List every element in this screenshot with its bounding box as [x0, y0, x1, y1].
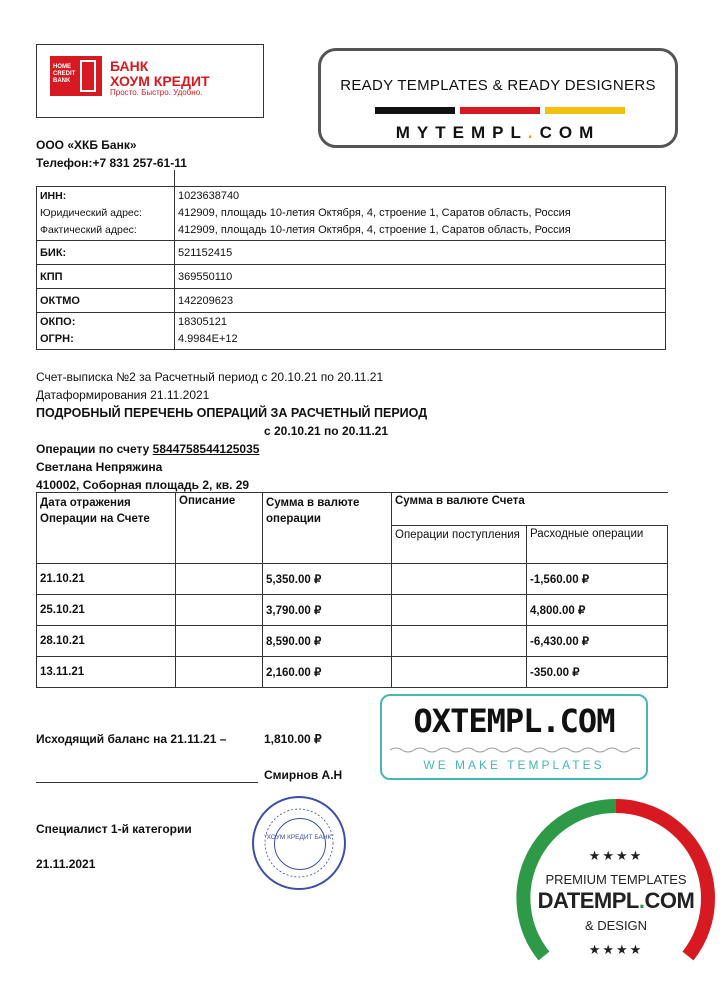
requisites-labels-cell	[37, 187, 175, 241]
legal-address-value: 412909, площадь 10-летия Октября, 4, строение 1, Саратов область, Россия	[178, 207, 571, 219]
row-description	[176, 657, 263, 688]
bank-logo-mark	[50, 56, 102, 96]
oktmo-value: 142209623	[175, 289, 666, 313]
seal-text: "ХОУМ КРЕДИТ БАНК"	[264, 834, 334, 841]
footer-date: 21.11.2021	[36, 857, 96, 871]
okpo-label: ОКПО:	[40, 316, 76, 328]
watermark-oxtempl	[380, 694, 648, 780]
wave-icon	[390, 746, 640, 754]
requisites-table	[36, 186, 666, 350]
row-outgoing: -6,430.00 ₽	[527, 626, 668, 657]
legal-address-label: Юридический адрес:	[40, 207, 142, 219]
kpp-label: КПП	[37, 265, 175, 289]
bank-logo-title	[110, 59, 210, 89]
header-outgoing: Расходные операции	[527, 526, 668, 564]
ogrn-value: 4.9984E+12	[178, 333, 238, 345]
actual-address-value: 412909, площадь 10-летия Октября, 4, строение 1, Саратов область, Россия	[178, 224, 571, 236]
watermark-mytempl-line2: MYTEMPL.COM	[395, 123, 601, 142]
row-description	[176, 626, 263, 657]
watermark-datempl-badge	[514, 796, 718, 1000]
account-line: Операции по счету 5844758544125035	[36, 442, 260, 456]
account-number: 5844758544125035	[152, 442, 260, 456]
balance-label: Исходящий баланс на 21.11.21 –	[36, 732, 227, 746]
table-row	[37, 657, 668, 688]
table-row	[37, 564, 668, 595]
operations-table	[36, 492, 668, 688]
bik-value: 521152415	[175, 241, 666, 265]
signer-name: Смирнов А.Н	[264, 768, 343, 782]
bank-logo-small-text: HOME CREDIT BANK	[53, 64, 76, 84]
requisites-values-cell	[175, 187, 666, 241]
header-sum-account: Сумма в валюте Счета	[392, 493, 668, 526]
table-row	[37, 595, 668, 626]
table-row	[37, 626, 668, 657]
row-outgoing: 4,800.00 ₽	[527, 595, 668, 626]
row-description	[176, 564, 263, 595]
watermark-oxtempl-title: OXTEMPL.COM	[413, 702, 615, 740]
row-outgoing: -1,560.00 ₽	[527, 564, 668, 595]
watermark-bar-yellow	[545, 107, 625, 114]
statement-date: Датаформирования 21.11.2021	[36, 388, 210, 402]
row-amount: 8,590.00 ₽	[263, 626, 392, 657]
header-date: Дата отражения Операции на Счете	[37, 493, 176, 564]
statement-heading: ПОДРОБНЫЙ ПЕРЕЧЕНЬ ОПЕРАЦИЙ ЗА РАСЧЕТНЫЙ ПЕРИОД	[36, 406, 428, 420]
bank-phone: Телефон:+7 831 257-61-11	[36, 156, 187, 170]
watermark-mytempl	[318, 48, 678, 148]
row-incoming	[392, 626, 527, 657]
badge-line2: DATEMPL.COM	[537, 888, 695, 913]
row-incoming	[392, 595, 527, 626]
row-incoming	[392, 657, 527, 688]
balance-value: 1,810.00 ₽	[264, 732, 322, 746]
badge-line1: PREMIUM TEMPLATES	[545, 872, 687, 887]
bik-label: БИК:	[37, 241, 175, 265]
header-sum-operation: Сумма в валюте операции	[263, 493, 392, 564]
bank-logo-slogan: Просто. Быстро. Удобно.	[110, 88, 203, 97]
bank-logo-line1: БАНК	[110, 58, 149, 74]
row-amount: 5,350.00 ₽	[263, 564, 392, 595]
row-amount: 2,160.00 ₽	[263, 657, 392, 688]
inn-value: 1023638740	[178, 190, 240, 202]
badge-line3: & DESIGN	[584, 918, 648, 933]
watermark-bar-black	[375, 107, 455, 114]
bank-seal	[252, 796, 346, 890]
oktmo-label: ОКТМО	[37, 289, 175, 313]
watermark-oxtempl-subtitle: WE MAKE TEMPLATES	[423, 758, 605, 772]
badge-stars-bottom: ★★★★	[588, 942, 644, 957]
signer-position: Специалист 1-й категории	[36, 822, 192, 836]
header-description: Описание	[176, 493, 263, 564]
ogrn-label: ОГРН:	[40, 333, 74, 345]
statement-period: с 20.10.21 по 20.11.21	[264, 424, 389, 438]
statement-title: Счет-выписка №2 за Расчетный период с 20.10.21 по 20.11.21	[36, 370, 384, 384]
row-date: 25.10.21	[37, 595, 176, 626]
statement-header	[36, 368, 427, 494]
row-date: 21.10.21	[37, 564, 176, 595]
okpo-value: 18305121	[178, 316, 227, 328]
watermark-bar-red	[460, 107, 540, 114]
client-address: 410002, Соборная площадь 2, кв. 29	[36, 478, 250, 492]
row-description	[176, 595, 263, 626]
watermark-mytempl-line1: READY TEMPLATES & READY DESIGNERS	[340, 77, 656, 94]
okpo-ogrn-labels	[37, 313, 175, 350]
row-outgoing: -350.00 ₽	[527, 657, 668, 688]
row-date: 13.11.21	[37, 657, 176, 688]
client-name: Светлана Непряжина	[36, 460, 163, 474]
row-date: 28.10.21	[37, 626, 176, 657]
bank-logo-line2: ХОУМ КРЕДИТ	[110, 73, 210, 89]
header-incoming: Операции поступления	[392, 526, 527, 564]
badge-stars-top: ★★★★	[588, 848, 644, 863]
okpo-ogrn-values	[175, 313, 666, 350]
inn-label: ИНН:	[40, 190, 67, 202]
signature-line	[36, 782, 258, 783]
row-amount: 3,790.00 ₽	[263, 595, 392, 626]
row-incoming	[392, 564, 527, 595]
bank-name: ООО «ХКБ Банк»	[36, 138, 137, 152]
actual-address-label: Фактический адрес:	[40, 224, 137, 236]
kpp-value: 369550110	[175, 265, 666, 289]
